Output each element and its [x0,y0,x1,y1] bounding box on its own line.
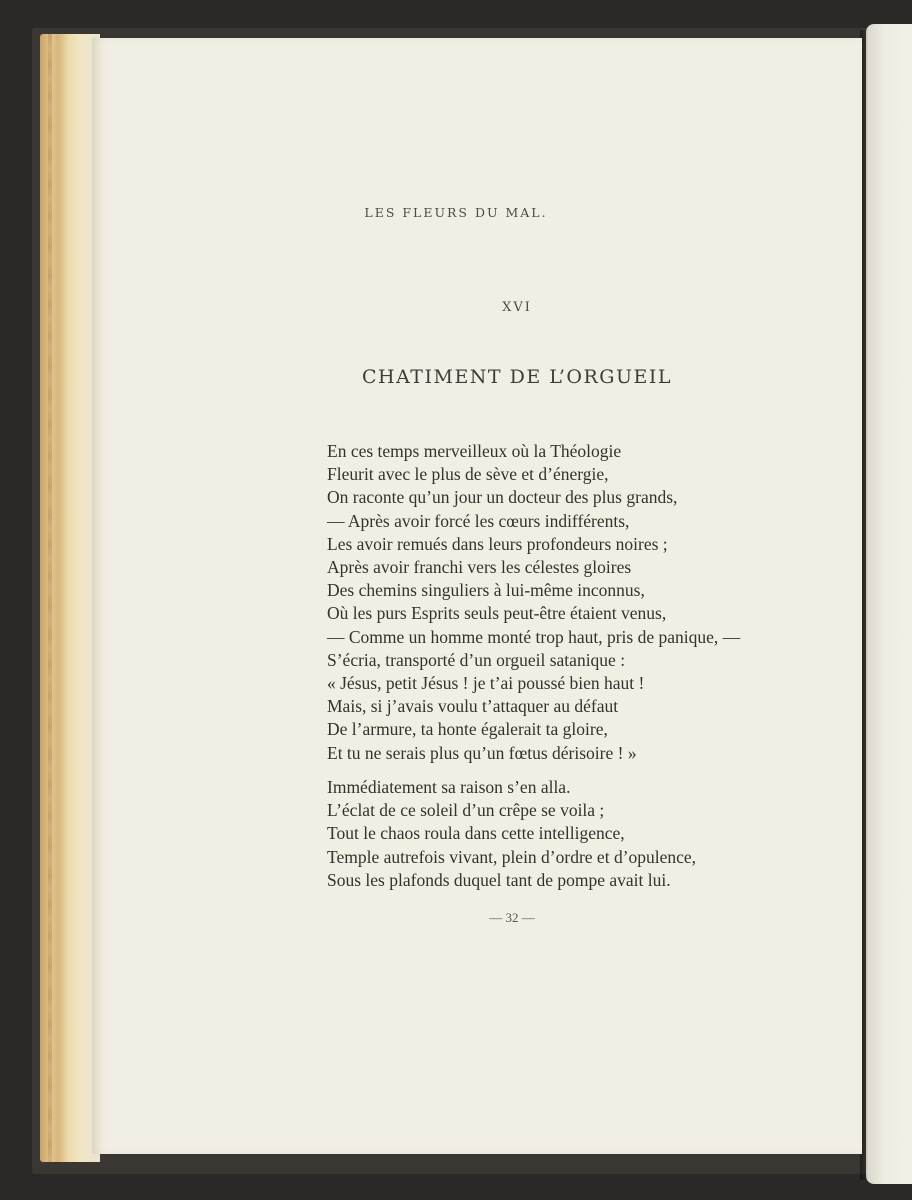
verse-line: Immédiatement sa raison s’en alla. [327,777,571,797]
page-block-edges [40,34,100,1162]
verse-line: Sous les plafonds duquel tant de pompe avait lui. [327,869,671,890]
verse-line: Après avoir franchi vers les célestes gloires [327,557,632,578]
verse-line: En ces temps merveilleux où la Théologie [327,441,622,461]
section-number: XVI [502,300,532,315]
poem-title: CHATIMENT DE L’ORGUEIL [362,366,672,388]
verse-line: Tout le chaos roula dans cette intelligence, [327,823,625,844]
page-number: — 32 — [489,910,535,925]
verse-line: — Comme un homme monté trop haut, pris de panique, — [327,626,741,647]
running-head: LES FLEURS DU MAL. [364,205,548,220]
verse-line: Les avoir remués dans leurs profondeurs noires ; [327,533,668,554]
verse-line: Où les purs Esprits seuls peut-être étaient venus, [327,603,667,624]
verse-line: — Après avoir forcé les cœurs indifférents, [327,510,630,531]
stanza [327,440,740,765]
verse-line: Temple autrefois vivant, plein d’ordre et d’opulence, [327,846,697,867]
verse-line: L’éclat de ce soleil d’un crêpe se voila ; [327,800,605,821]
verse-line: « Jésus, petit Jésus ! je t’ai poussé bien haut ! [327,673,645,694]
facing-page-edge [866,24,912,1184]
verse-line: On raconte qu’un jour un docteur des plus grands, [327,487,678,508]
verse-line: De l’armure, ta honte égalerait ta gloire, [327,719,608,740]
verse-line: Fleurit avec le plus de sève et d’énergie, [327,464,609,485]
verse-line: Des chemins singuliers à lui-même inconnus, [327,580,645,601]
verse-line: Et tu ne serais plus qu’un fœtus dérisoire ! » [327,742,637,763]
verse-line: S’écria, transporté d’un orgueil satanique : [327,649,626,670]
verse-line: Mais, si j’avais voulu t’attaquer au défaut [327,696,619,717]
stanza [327,776,696,892]
